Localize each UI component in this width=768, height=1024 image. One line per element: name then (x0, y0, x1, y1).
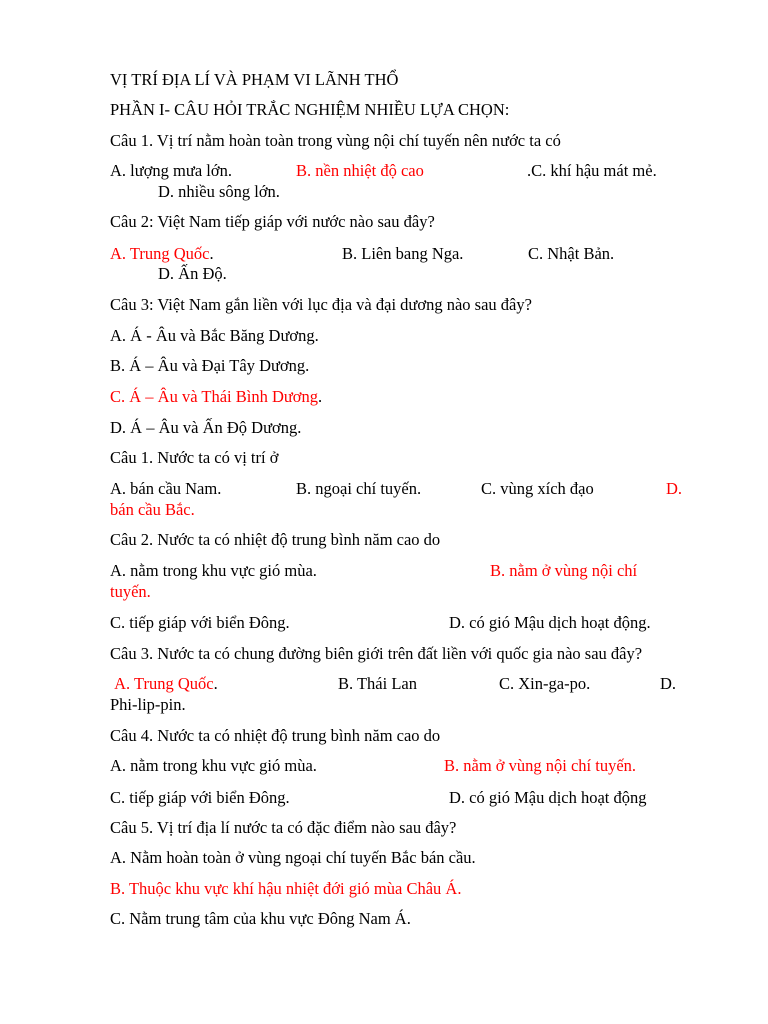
q3-option-c-line (110, 387, 322, 407)
q4-option-d-correct: D. (666, 479, 683, 498)
q1-option-b-correct: B. nền nhiệt độ cao (296, 161, 424, 180)
q3-option-a: A. Á - Âu và Bắc Băng Dương. (110, 326, 319, 345)
q3-option-d: D. Á – Âu và Ấn Độ Dương. (110, 418, 302, 437)
q8-option-b-correct: B. Thuộc khu vực khí hậu nhiệt đới gió mùa Châu Á. (110, 879, 462, 898)
q7-option-b-line (444, 756, 636, 776)
q6-option-c: C. Xin-ga-po. (499, 674, 591, 693)
q7-option-a: A. nằm trong khu vực gió mùa. (110, 756, 317, 775)
q1-option-d: D. nhiều sông lớn. (158, 182, 280, 201)
q7-option-b-period: . (631, 756, 637, 775)
q3-option-c-period: . (318, 387, 323, 406)
question-8: Câu 5. Vị trí địa lí nước ta có đặc điểm nào sau đây? (110, 818, 457, 837)
q6-option-a-line (110, 674, 218, 694)
question-5: Câu 2. Nước ta có nhiệt độ trung bình năm cao do (110, 530, 441, 549)
q5-option-d: D. có gió Mậu dịch hoạt động. (449, 613, 651, 632)
q4-option-b: B. ngoại chí tuyến. (296, 479, 422, 498)
q7-option-c: C. tiếp giáp với biển Đông. (110, 788, 290, 807)
question-2: Câu 2: Việt Nam tiếp giáp với nước nào sau đây? (110, 212, 435, 231)
q3-option-c-correct: C. Á – Âu và Thái Bình Dương (110, 387, 319, 406)
q2-option-a-correct: A. Trung Quốc (110, 244, 210, 263)
q6-option-a-period: . (213, 674, 218, 693)
q5-option-a: A. nằm trong khu vực gió mùa. (110, 561, 317, 580)
q4-option-d-text: bán cầu Bắc. (110, 500, 195, 519)
q2-option-d: D. Ấn Độ. (158, 264, 227, 283)
q6-option-d-text: Phi-lip-pin. (110, 695, 186, 714)
question-6: Câu 3. Nước ta có chung đường biên giới trên đất liền với quốc gia nào sau đây? (110, 644, 643, 663)
q6-option-a-correct: A. Trung Quốc (114, 674, 214, 693)
section-heading: PHẦN I- CÂU HỎI TRẮC NGHIỆM NHIỀU LỰA CHỌN: (110, 100, 510, 119)
document-title: VỊ TRÍ ĐỊA LÍ VÀ PHẠM VI LÃNH THỔ (110, 70, 399, 89)
q3-option-b: B. Á – Âu và Đại Tây Dương. (110, 356, 310, 375)
question-4: Câu 1. Nước ta có vị trí ở (110, 448, 279, 467)
q5-option-c: C. tiếp giáp với biển Đông. (110, 613, 290, 632)
question-1: Câu 1. Vị trí nằm hoàn toàn trong vùng nội chí tuyến nên nước ta có (110, 131, 561, 150)
q7-option-b-correct: B. nằm ở vùng nội chí tuyến (444, 756, 632, 775)
q7-option-d: D. có gió Mậu dịch hoạt động (449, 788, 647, 807)
q8-option-a: A. Nằm hoàn toàn ở vùng ngoại chí tuyến Bắc bán cầu. (110, 848, 476, 867)
q1-option-c: .C. khí hậu mát mẻ. (527, 161, 657, 180)
q5-option-b-text: tuyến. (110, 582, 151, 601)
q1-option-a: A. lượng mưa lớn. (110, 161, 232, 180)
question-3: Câu 3: Việt Nam gắn liền với lục địa và đại dương nào sau đây? (110, 295, 532, 314)
q6-option-d: D. (660, 674, 677, 693)
q2-option-b: B. Liên bang Nga. (342, 244, 464, 263)
q5-option-b-correct: B. nằm ở vùng nội chí (490, 561, 638, 580)
q2-option-a-line (110, 244, 214, 264)
q8-option-c: C. Nằm trung tâm của khu vực Đông Nam Á. (110, 909, 411, 928)
question-7: Câu 4. Nước ta có nhiệt độ trung bình năm cao do (110, 726, 441, 745)
q4-option-a: A. bán cầu Nam. (110, 479, 222, 498)
q2-option-a-period: . (209, 244, 214, 263)
q2-option-c: C. Nhật Bản. (528, 244, 615, 263)
q4-option-c: C. vùng xích đạo (481, 479, 594, 498)
q6-option-b: B. Thái Lan (338, 674, 417, 693)
